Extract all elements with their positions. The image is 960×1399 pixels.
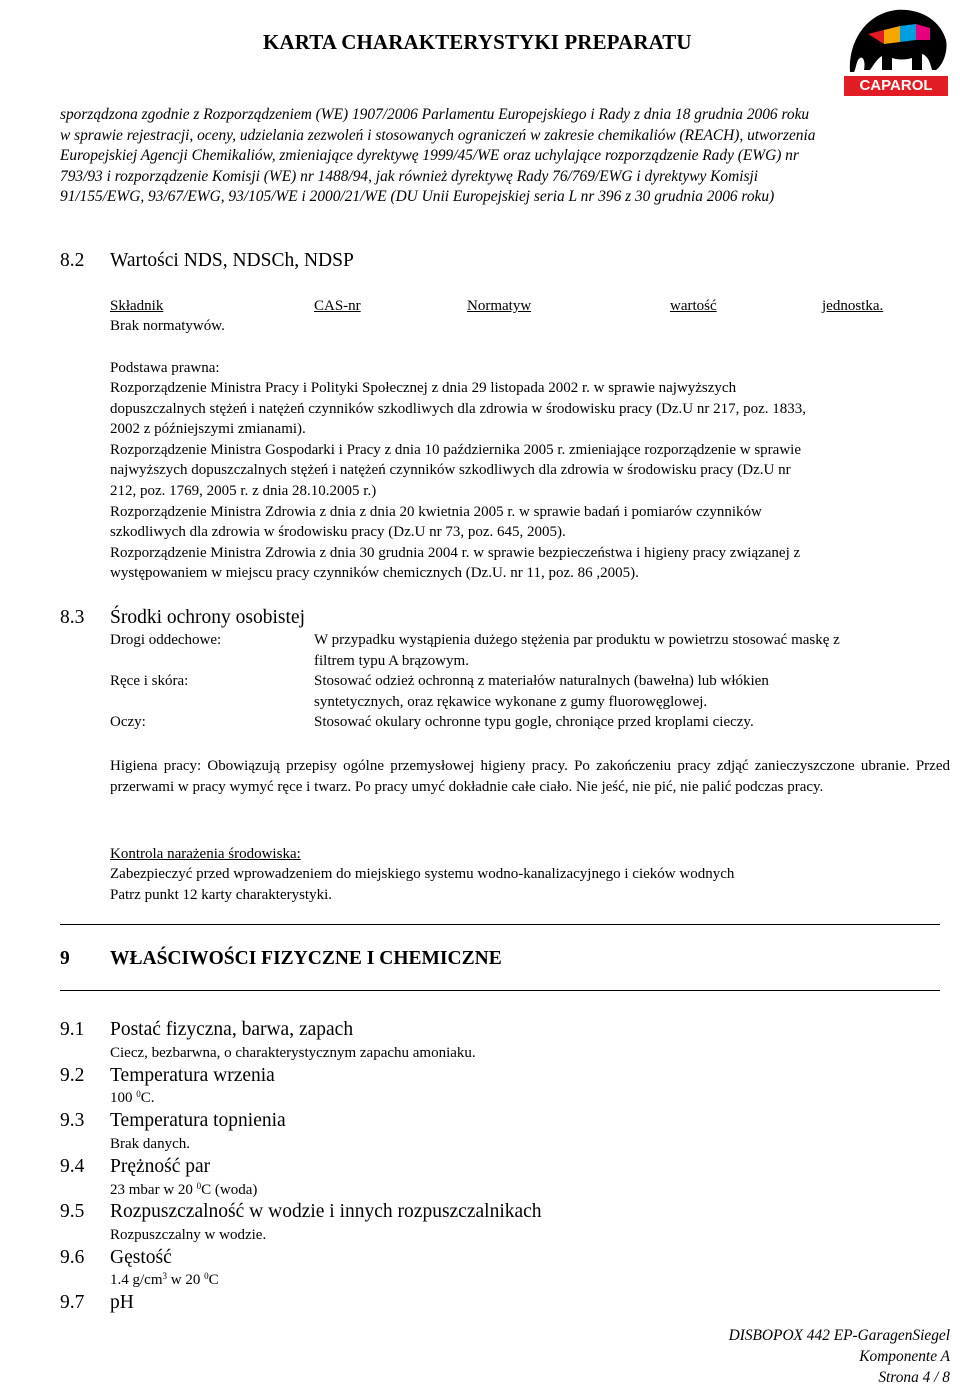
environmental-exposure-text bbox=[110, 864, 950, 905]
document-title: KARTA CHARAKTERYSTYKI PREPARATU bbox=[263, 30, 692, 54]
legal-line: 212, poz. 1769, 2005 r. z dnia 28.10.2005 r.) bbox=[110, 482, 377, 499]
col-header-value: wartość bbox=[670, 298, 717, 314]
item-9-5-number: 9.5 bbox=[60, 1201, 85, 1222]
item-9-2-number: 9.2 bbox=[60, 1065, 85, 1086]
environmental-exposure-heading: Kontrola narażenia środowiska: bbox=[110, 846, 301, 862]
item-9-4-title: Prężność par bbox=[110, 1156, 211, 1177]
item-9-1-value: Ciecz, bezbarwna, o charakterystycznym zapachu amoniaku. bbox=[110, 1045, 476, 1061]
ppe-line: syntetycznych, oraz rękawice wykonane z gumy fluorowęglowej. bbox=[314, 693, 708, 710]
ppe-line: Stosować odzież ochronną z materiałów naturalnych (bawełna) lub włókien bbox=[314, 673, 769, 689]
col-header-norm: Normatyw bbox=[467, 298, 532, 314]
regulation-line: 91/155/EWG, 93/67/EWG, 93/105/WE i 2000/21/WE (DU Unii Europejskiej seria L nr 396 z 30 grudnia 2006 roku) bbox=[60, 188, 775, 206]
legal-line: Rozporządzenie Ministra Zdrowia z dnia z dnia 20 kwietnia 2005 r. w sprawie badań i pomiarów czynników bbox=[110, 503, 762, 520]
no-norms-text: Brak normatywów. bbox=[110, 318, 225, 334]
legal-line: dopuszczalnych stężeń i natężeń czynników szkodliwych dla zdrowia w środowisku pracy (Dz.U nr 217, poz. 1833, bbox=[110, 400, 807, 417]
col-header-unit: jednostka. bbox=[822, 298, 884, 314]
logo-text: CAPAROL bbox=[859, 77, 933, 94]
section-divider bbox=[60, 924, 940, 925]
col-header-cas: CAS-nr bbox=[314, 298, 361, 314]
item-9-7-number: 9.7 bbox=[60, 1292, 85, 1313]
ppe-text-respiratory bbox=[314, 630, 954, 671]
section-divider bbox=[60, 990, 940, 991]
regulation-line: w sprawie rejestracji, oceny, udzielania zezwoleń i stosowanych ograniczeń w zakresie chemikaliów (REACH), utworzenia bbox=[60, 126, 816, 144]
env-line: Patrz punkt 12 karty charakterystyki. bbox=[110, 886, 333, 903]
item-9-5-title: Rozpuszczalność w wodzie i innych rozpuszczalnikach bbox=[110, 1201, 542, 1222]
legal-line: 2002 z późniejszymi zmianami). bbox=[110, 421, 306, 438]
legal-basis-heading: Podstawa prawna: bbox=[110, 360, 220, 376]
legal-line: występowaniem w miejscu pracy czynników chemicznych (Dz.U. nr 11, poz. 86 ,2005). bbox=[110, 565, 639, 582]
legal-line: najwyższych dopuszczalnych stężeń i natężeń czynników szkodliwych dla zdrowia w środowisku pracy (Dz.U nr bbox=[110, 462, 791, 479]
regulation-line: 793/93 i rozporządzenie Komisji (WE) nr 1488/94, jak również dyrektywę Rady 76/769/EWG i dyrektywy Komisji bbox=[60, 167, 759, 185]
item-9-3-number: 9.3 bbox=[60, 1110, 85, 1131]
footer-product-name: DISBOPOX 442 EP-GaragenSiegel bbox=[728, 1327, 950, 1344]
item-9-5-value: Rozpuszczalny w wodzie. bbox=[110, 1227, 267, 1243]
ppe-label-respiratory: Drogi oddechowe: bbox=[110, 632, 222, 648]
env-line: Zabezpieczyć przed wprowadzeniem do miejskiego systemu wodno-kanalizacyjnego i cieków wodnych bbox=[110, 866, 735, 882]
section-8-3-title: Środki ochrony osobistej bbox=[110, 607, 305, 628]
item-9-3-title: Temperatura topnienia bbox=[110, 1110, 286, 1131]
footer-page-number: Strona 4 / 8 bbox=[878, 1369, 950, 1386]
regulation-text bbox=[60, 105, 940, 208]
item-9-2-value: 100 $^0$C. bbox=[110, 1089, 155, 1106]
item-9-6-title: Gęstość bbox=[110, 1247, 172, 1268]
ppe-line: Stosować okulary ochronne typu gogle, chroniące przed kroplami cieczy. bbox=[314, 714, 754, 730]
item-9-4-number: 9.4 bbox=[60, 1156, 85, 1177]
item-9-6-number: 9.6 bbox=[60, 1247, 85, 1268]
item-9-6-value: 1.4 $g/cm^3$ w 20 $^0$C bbox=[110, 1271, 219, 1288]
legal-basis-text bbox=[110, 378, 950, 584]
regulation-line: Europejskiej Agencji Chemikaliów, zmieniające dyrektywę 1999/45/WE oraz uchylające rozporządzenie Rady (EWG) nr bbox=[60, 147, 799, 165]
footer-component: Komponente A bbox=[859, 1348, 950, 1365]
ppe-line: W przypadku wystąpienia dużego stężenia par produktu w powietrzu stosować maskę z bbox=[314, 632, 840, 648]
legal-line: Rozporządzenie Ministra Gospodarki i Pracy z dnia 10 października 2005 r. zmieniające rozporządzenie w sprawie bbox=[110, 441, 801, 458]
footer bbox=[729, 1325, 950, 1388]
item-9-3-value: Brak danych. bbox=[110, 1136, 190, 1152]
section-8-3-number: 8.3 bbox=[60, 607, 85, 628]
col-header-component: Składnik bbox=[110, 298, 164, 314]
section-9-title: WŁAŚCIWOŚCI FIZYCZNE I CHEMICZNE bbox=[110, 948, 502, 969]
legal-line: Rozporządzenie Ministra Zdrowia z dnia 30 grudnia 2004 r. w sprawie bezpieczeństwa i higieny pracy związanej z bbox=[110, 544, 801, 561]
item-9-1-number: 9.1 bbox=[60, 1019, 85, 1040]
caparol-logo bbox=[840, 4, 952, 99]
ppe-text-hands-skin bbox=[314, 671, 954, 712]
item-9-7-title: pH bbox=[110, 1292, 134, 1313]
item-9-2-title: Temperatura wrzenia bbox=[110, 1065, 275, 1086]
ppe-label-hands-skin: Ręce i skóra: bbox=[110, 673, 189, 689]
work-hygiene-paragraph: Higiena pracy: Obowiązują przepisy ogólne przemysłowej higieny pracy. Po zakończeniu pracy zdjąć zanieczyszczone ubranie. Przed przerwami w pracy wymyć ręce i twarz. Po pracy umyć dokładnie całe ciało. Nie jeść, nie pić, nie palić podczas pracy. bbox=[110, 758, 950, 795]
legal-line: szkodliwych dla zdrowia w środowisku pracy (Dz.U nr 73, poz. 645, 2005). bbox=[110, 524, 566, 541]
section-8-2-title: Wartości NDS, NDSCh, NDSP bbox=[110, 250, 354, 271]
ppe-line: filtrem typu A brązowym. bbox=[314, 652, 469, 669]
ppe-text-eyes bbox=[314, 712, 954, 733]
legal-line: Rozporządzenie Ministra Pracy i Polityki Społecznej z dnia 29 listopada 2002 r. w sprawie najwyższych bbox=[110, 380, 737, 396]
item-9-1-title: Postać fizyczna, barwa, zapach bbox=[110, 1019, 354, 1040]
ppe-label-eyes: Oczy: bbox=[110, 714, 146, 730]
section-9-number: 9 bbox=[60, 948, 70, 969]
regulation-line: sporządzona zgodnie z Rozporządzeniem (WE) 1907/2006 Parlamentu Europejskiego i Rady z dnia 18 grudnia 2006 roku bbox=[60, 106, 810, 123]
item-9-4-value: 23 mbar w 20 $^0$C (woda) bbox=[110, 1181, 258, 1198]
section-8-2-number: 8.2 bbox=[60, 250, 85, 271]
